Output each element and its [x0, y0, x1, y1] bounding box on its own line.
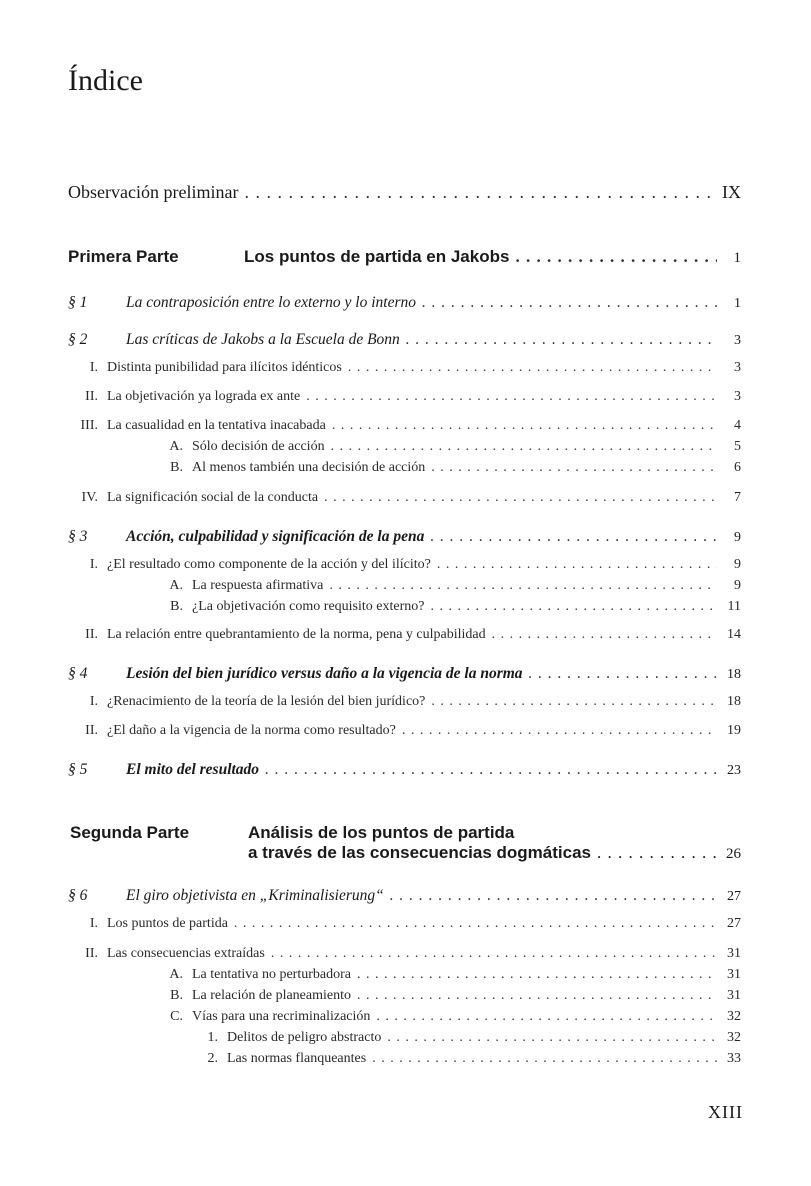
subsection-number: IV.	[81, 490, 98, 505]
section-number: § 1	[68, 294, 88, 311]
item-title: Al menos también una decisión de acción	[192, 460, 426, 475]
page-title: Índice	[68, 64, 143, 97]
page-number: 7	[734, 490, 741, 505]
page-folio: XIII	[708, 1102, 743, 1122]
dot-leader	[271, 946, 717, 962]
item-title: Sólo decisión de acción	[192, 439, 325, 454]
section-number: § 5	[68, 761, 88, 778]
page-number: 3	[734, 333, 741, 348]
toc-item[interactable]	[68, 1051, 741, 1067]
toc-part-1[interactable]	[68, 247, 741, 267]
page-number: 33	[727, 1051, 741, 1066]
page-number: 4	[734, 418, 741, 433]
dot-leader	[324, 490, 717, 506]
subsection-title: La relación entre quebrantamiento de la norma, pena y culpabilidad	[107, 627, 486, 642]
subsection-title: La objetivación ya lograda ex ante	[107, 389, 301, 404]
dot-leader	[515, 247, 717, 267]
part-label: Primera Parte	[68, 247, 179, 266]
section-title: Acción, culpabilidad y significación de la pena	[126, 528, 425, 545]
toc-subsection[interactable]	[68, 360, 741, 376]
dot-leader	[348, 360, 717, 376]
page-number: 3	[734, 389, 741, 404]
page-number: 32	[727, 1009, 741, 1024]
toc-subsubsection[interactable]	[68, 578, 741, 594]
dot-leader	[402, 723, 717, 739]
subsection-number: II.	[85, 723, 98, 738]
item-letter: B.	[170, 988, 183, 1003]
toc-subsubsection[interactable]	[68, 988, 741, 1004]
subsection-title: ¿El daño a la vigencia de la norma como resultado?	[107, 723, 396, 738]
page-number: 31	[727, 988, 741, 1003]
dot-leader	[422, 294, 717, 312]
dot-leader	[387, 1030, 717, 1046]
toc-subsection[interactable]	[68, 490, 741, 506]
page-number: 19	[727, 723, 741, 738]
item-number: 1.	[207, 1030, 218, 1045]
toc-subsection[interactable]	[68, 946, 741, 962]
item-title: La tentativa no perturbadora	[192, 967, 351, 982]
entry-title: Observación preliminar	[68, 182, 239, 202]
item-letter: A.	[169, 439, 183, 454]
toc-section-5[interactable]	[68, 761, 741, 779]
page-number: 31	[727, 967, 741, 982]
page-number: 1	[733, 250, 741, 266]
part-title-line2: a través de las consecuencias dogmáticas	[248, 843, 592, 862]
item-letter: B.	[170, 599, 183, 614]
toc-subsubsection[interactable]	[68, 439, 741, 455]
dot-leader	[372, 1051, 717, 1067]
toc-subsection[interactable]	[68, 694, 741, 710]
part-title: Los puntos de partida en Jakobs	[244, 247, 510, 266]
page-number: 32	[727, 1030, 741, 1045]
toc-item[interactable]	[68, 1030, 741, 1046]
dot-leader	[390, 887, 717, 905]
page-number: 5	[734, 439, 741, 454]
dot-leader	[357, 967, 717, 983]
item-title: Vías para una recriminalización	[192, 1009, 371, 1024]
subsection-number: I.	[89, 557, 98, 572]
page-number: 27	[727, 916, 741, 931]
toc-subsubsection[interactable]	[68, 599, 741, 615]
item-title: ¿La objetivación como requisito externo?	[192, 599, 425, 614]
part-title-line1: Análisis de los puntos de partida	[248, 823, 515, 842]
section-number: § 3	[68, 528, 88, 545]
item-title: La relación de planeamiento	[192, 988, 351, 1003]
dot-leader	[244, 182, 716, 203]
dot-leader	[306, 389, 717, 405]
section-title: Las críticas de Jakobs a la Escuela de Bonn	[126, 331, 400, 348]
subsection-title: Las consecuencias extraídas	[107, 946, 265, 961]
subsection-number: I.	[89, 360, 98, 375]
page-number: 1	[734, 296, 741, 311]
subsection-title: Los puntos de partida	[107, 916, 228, 931]
item-letter: C.	[170, 1009, 183, 1024]
item-title: La respuesta afirmativa	[192, 578, 324, 593]
dot-leader	[430, 528, 717, 546]
toc-section-2[interactable]	[68, 331, 741, 349]
dot-leader	[431, 694, 717, 710]
subsection-title: ¿El resultado como componente de la acción y del ilícito?	[107, 557, 431, 572]
toc-section-1[interactable]	[68, 294, 741, 312]
section-number: § 2	[68, 331, 88, 348]
subsection-title: La significación social de la conducta	[107, 490, 319, 505]
toc-entry-observacion[interactable]	[68, 182, 741, 203]
page-number: 9	[734, 578, 741, 593]
toc-subsection[interactable]	[68, 723, 741, 739]
dot-leader	[376, 1009, 717, 1025]
dot-leader	[437, 557, 717, 573]
toc-section-4[interactable]	[68, 665, 741, 683]
subsection-number: II.	[85, 946, 98, 961]
dot-leader	[430, 599, 717, 615]
dot-leader	[234, 916, 717, 932]
item-title: Las normas flanqueantes	[227, 1051, 367, 1066]
section-title: La contraposición entre lo externo y lo interno	[126, 294, 417, 311]
subsection-title: ¿Renacimiento de la teoría de la lesión del bien jurídico?	[107, 694, 426, 709]
page-number: 14	[727, 627, 741, 642]
page-number: 31	[727, 946, 741, 961]
dot-leader	[597, 843, 717, 863]
dot-leader	[492, 627, 717, 643]
item-number: 2.	[207, 1051, 218, 1066]
section-title: El giro objetivista en „Kriminalisierung“	[126, 887, 384, 904]
page-number: 6	[734, 460, 741, 475]
toc-section-3[interactable]	[68, 528, 741, 546]
dot-leader	[529, 665, 717, 683]
page-number: IX	[722, 182, 741, 202]
item-title: Delitos de peligro abstracto	[227, 1030, 382, 1045]
subsection-title: La casualidad en la tentativa inacabada	[107, 418, 326, 433]
subsection-number: III.	[80, 418, 98, 433]
section-number: § 6	[68, 887, 88, 904]
toc-subsubsection[interactable]	[68, 1009, 741, 1025]
part-label: Segunda Parte	[70, 823, 190, 842]
item-letter: B.	[170, 460, 183, 475]
toc-subsection[interactable]	[68, 557, 741, 573]
toc-subsection[interactable]	[68, 389, 741, 405]
subsection-number: II.	[85, 389, 98, 404]
toc-subsection[interactable]	[68, 418, 741, 434]
dot-leader	[265, 761, 717, 779]
section-title: Lesión del bien jurídico versus daño a la vigencia de la norma	[126, 665, 523, 682]
subsection-number: I.	[89, 694, 98, 709]
dot-leader	[332, 418, 717, 434]
section-number: § 4	[68, 665, 88, 682]
dot-leader	[431, 460, 717, 476]
toc-subsection[interactable]	[68, 916, 741, 932]
toc-section-6[interactable]	[68, 887, 741, 905]
toc-subsubsection[interactable]	[68, 967, 741, 983]
page-number: 9	[734, 557, 741, 572]
page-number: 18	[727, 667, 741, 682]
subsection-number: I.	[89, 916, 98, 931]
dot-leader	[357, 988, 717, 1004]
dot-leader	[329, 578, 717, 594]
toc-subsection[interactable]	[68, 627, 741, 643]
dot-leader	[331, 439, 717, 455]
page-number: 9	[734, 530, 741, 545]
subsection-number: II.	[85, 627, 98, 642]
dot-leader	[406, 331, 717, 349]
page-number: 11	[727, 599, 741, 614]
item-letter: A.	[169, 578, 183, 593]
page-number: 3	[734, 360, 741, 375]
toc-subsubsection[interactable]	[68, 460, 741, 476]
page-number: 27	[727, 889, 741, 904]
item-letter: A.	[169, 967, 183, 982]
page-number: 18	[727, 694, 741, 709]
section-title: El mito del resultado	[126, 761, 260, 778]
page-number: 26	[726, 846, 741, 862]
subsection-title: Distinta punibilidad para ilícitos idénticos	[107, 360, 342, 375]
page-number: 23	[727, 763, 741, 778]
